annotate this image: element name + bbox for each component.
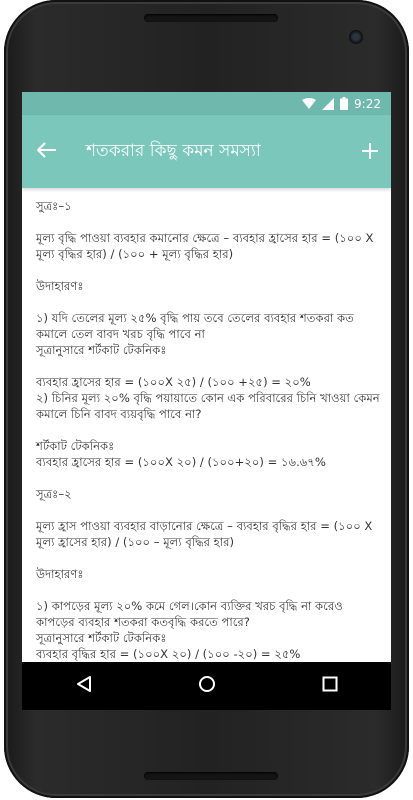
nav-recents-icon[interactable] [322,676,338,696]
system-nav-bar [22,662,391,710]
page-title: শতকরার কিছু কমন সমস্যা [86,140,261,161]
nav-home-icon[interactable] [198,675,216,697]
formula-1-heading: সুত্রঃ–১ [36,199,72,213]
formula-2-heading: সূত্রঃ–২ [36,487,72,501]
app-bar [22,115,391,188]
earpiece-speaker [144,14,278,22]
status-time: 9:22 [354,96,381,111]
example-1-answer-and-question-2: ব্যবহার হ্রাসের হার = (১০০X ২৫) / (১০০ +২৫) = ২০% ২) চিনির মূল্য ২০% বৃদ্ধি পয়ায়াতে কোন এক পরিবারের চিনি খাওয়া কেমন কমালে চিনি বাবদ ব্যয়বৃদ্ধি পাবে না? [36,375,380,421]
back-arrow-icon[interactable] [22,139,72,164]
add-plus-icon[interactable] [349,137,391,167]
example-1-question-1: ১) যদি তেলের মূল্য ২৫% বৃদ্ধি পায় তবে তেলের ব্যবহার শতকরা কত কমালে তেল বাবদ খরচ বৃদ্ধি পাবে না সূত্রানুসারে শর্টকাট টেকনিকঃ [36,311,354,357]
status-bar [22,92,391,115]
article-content [22,188,391,694]
example-2-heading: উদাহারণঃ [36,567,84,581]
signal-icon [322,98,334,110]
front-camera [349,30,363,44]
example-1-shortcut: শর্টকাট টেকনিকঃ ব্যবহার হ্রাসের হার = (১০০X ২০) / (১০০+২০) = ১৬.৬৭% [36,439,326,469]
wifi-icon [302,98,316,110]
formula-1-text: মূল্য বৃদ্ধি পাওয়া ব্যবহার কমানোর ক্ষেত্রে – ব্যবহার হ্রাসের হার = (১০০ X মূল্য বৃদ্ধির হার) / (১০০ + মূল্য বৃদ্ধির হার) [36,231,374,261]
formula-2-text: মূল্য হ্রাস পাওয়া ব্যবহার বাড়ানোর ক্ষেত্রে – ব্যবহার বৃদ্ধির হার = (১০০ X মূল্য হ্রাসের হার) / (১০০ – মূল্য বৃদ্ধির হার) [36,519,373,549]
bottom-speaker [144,772,278,780]
battery-icon [340,97,348,110]
device-screen [22,92,391,710]
nav-back-icon[interactable] [75,675,93,697]
example-1-heading: উদাহারণঃ [36,279,84,293]
example-2-question-1: ১) কাপড়ের মূল্য ২০% কমে গেল।কোন ব্যক্তির খরচ বৃদ্ধি না করেও কাপড়ের ব্যবহার শতকরা কতবৃদ্ধি করতে পারে? সূত্রানুসারে শর্টকাট টেকনিকঃ ব্যবহার বৃদ্ধির হার = (১০০X ২০) / (১০০ -২০) = ২৫% [36,599,343,661]
